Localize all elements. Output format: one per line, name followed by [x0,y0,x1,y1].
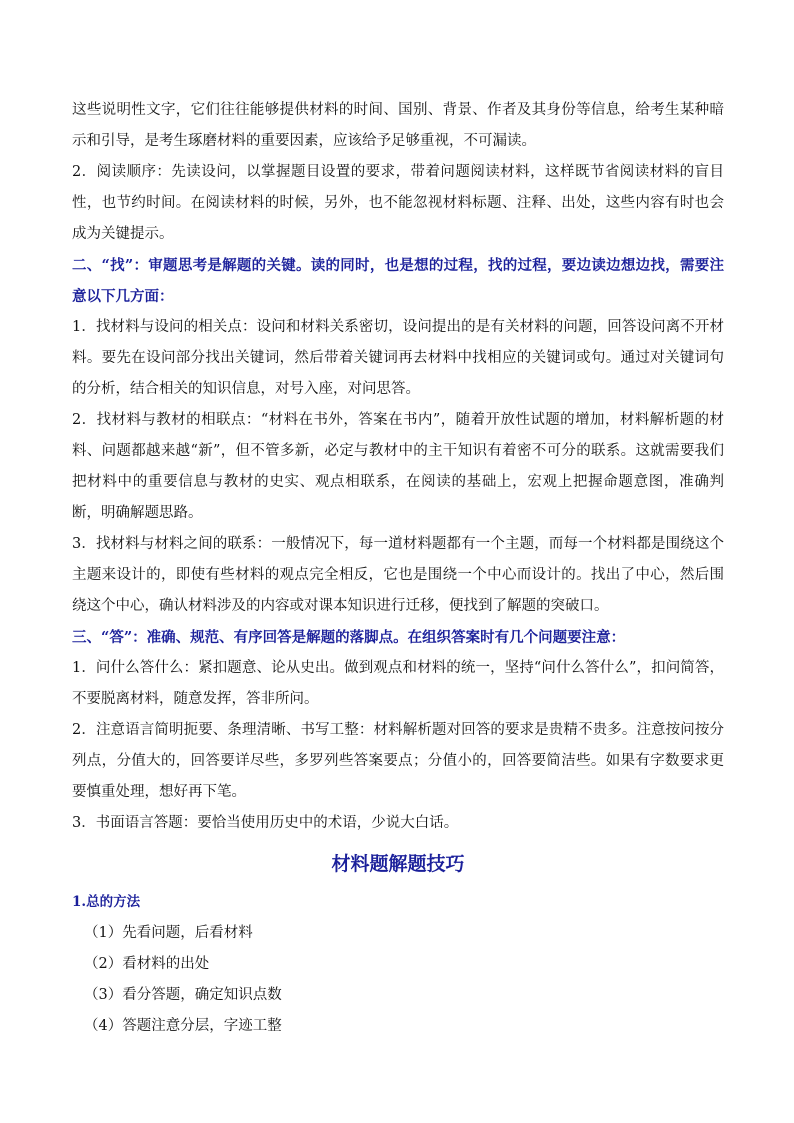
tips-title: 材料题解题技巧 [331,853,465,875]
paragraph-answer-2: 2．注意语言简明扼要、条理清晰、书写工整：材料解析题对回答的要求是贵精不贵多。注意按问按分列点，分值大的，回答要详尽些，多罗列些答案要点；分值小的，回答要简洁些。如果有字数要求更要慎重处理，想好再下笔。 [72,722,724,800]
tips-subheading: 1.总的方法 [72,894,141,910]
paragraph-find-3: 3．找材料与材料之间的联系：一般情况下，每一道材料题都有一个主题，而每一个材料都是围绕这个主题来设计的，即使有些材料的观点完全相反，它也是围绕一个中心而设计的。找出了中心，然后围绕这个中心，确认材料涉及的内容或对课本知识进行迁移，便找到了解题的突破口。 [72,536,724,614]
paragraph-answer-1: 1．问什么答什么：紧扣题意、论从史出。做到观点和材料的统一，坚持“问什么答什么”，扣问简答，不要脱离材料，随意发挥，答非所问。 [72,660,724,707]
document-page [72,95,724,1042]
paragraph-intro: 这些说明性文字，它们往往能够提供材料的时间、国别、背景、作者及其身份等信息，给考生某种暗示和引导，是考生琢磨材料的重要因素，应该给予足够重视，不可漏读。 [72,102,724,149]
paragraph-reading-order: 2．阅读顺序：先读设问，以掌握题目设置的要求，带着问题阅读材料，这样既节省阅读材料的盲目性，也节约时间。在阅读材料的时候，另外，也不能忽视材料标题、注释、出处，这些内容有时也会成为关键提示。 [72,164,724,242]
paragraph-answer-3: 3．书面语言答题：要恰当使用历史中的术语，少说大白话。 [72,815,459,831]
tips-item: （1）先看问题，后看材料 [84,925,253,941]
tips-item: （3）看分答题，确定知识点数 [84,987,282,1003]
tips-item: （2）看材料的出处 [84,956,210,972]
section-heading-find: 二、“找”：审题思考是解题的关键。读的同时，也是想的过程，找的过程，要边读边想边找，需要注意以下几方面： [72,257,724,305]
paragraph-find-2: 2．找材料与教材的相联点：“材料在书外，答案在书内”，随着开放性试题的增加，材料解析题的材料、问题都越来越“新”，但不管多新，必定与教材中的主干知识有着密不可分的联系。这就需要我们把材料中的重要信息与教材的史实、观点相联系，在阅读的基础上，宏观上把握命题意图，准确判断，明确解题思路。 [72,412,724,521]
paragraph-find-1: 1．找材料与设问的相关点：设问和材料关系密切，设问提出的是有关材料的问题，回答设问离不开材料。要先在设问部分找出关键词，然后带着关键词再去材料中找相应的关键词或句。通过对关键词句的分析，结合相关的知识信息，对号入座，对问思答。 [72,319,724,397]
tips-item: （4）答题注意分层，字迹工整 [84,1018,282,1034]
section-heading-answer: 三、“答”：准确、规范、有序回答是解题的落脚点。在组织答案时有几个问题要注意： [72,629,626,646]
